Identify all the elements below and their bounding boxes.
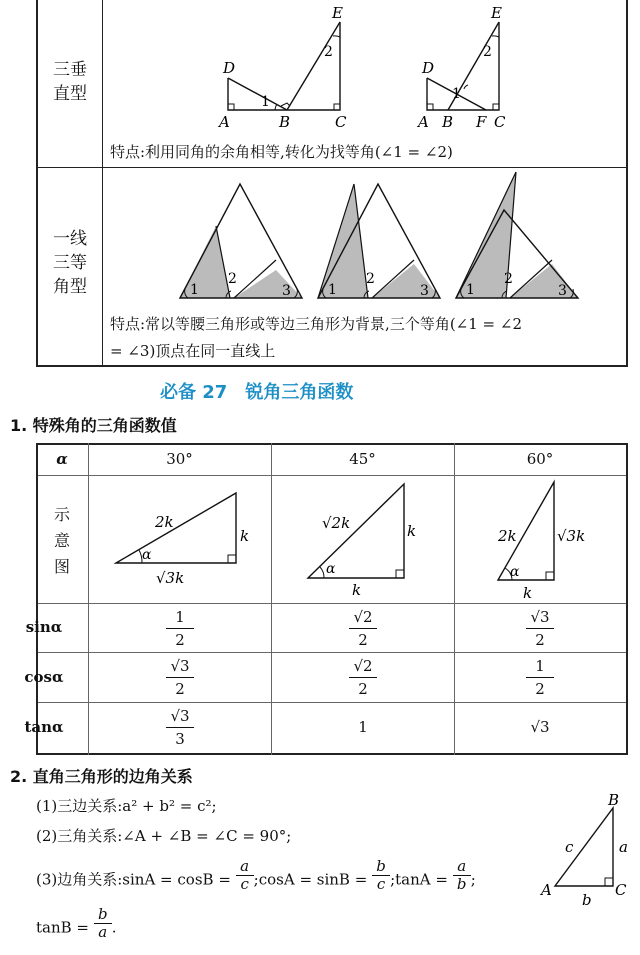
cos-30-value: √3 2: [160, 656, 200, 699]
diagram-row-label: 示 意 图: [53, 505, 70, 576]
tan-row-label: tanα: [24, 718, 64, 736]
row1-label-line1: 三垂: [53, 60, 87, 80]
right-triangle-abc: [535, 790, 635, 910]
sin-row-label: sinα: [25, 618, 63, 636]
cos-row-label: cosα: [24, 668, 64, 686]
svg-text:α: α: [326, 561, 336, 577]
vertex-C: C: [615, 881, 627, 899]
point-A-right: A: [418, 113, 429, 131]
point-A-left: A: [219, 113, 230, 131]
svg-text:2: 2: [228, 271, 237, 287]
relation-line-3: (3)边角关系:sinA = cosB = $\frac{a}{c}$ ;cosA = sinB = $\frac{b}{c}$ ;tanA = $\frac{a}{b}$ ;: [36, 857, 476, 893]
one-line-diagram-3: [456, 172, 578, 299]
row2-note-line2: = ∠3)顶点在同一直线上: [110, 342, 276, 360]
point-E-left: E: [332, 4, 343, 22]
row2-label-line3: 角型: [53, 277, 87, 297]
section-title: 必备 27 锐角三角函数: [160, 382, 354, 403]
row2-note-line1: 特点:常以等腰三角形或等边三角形为背景,三个等角(∠1 = ∠2: [110, 315, 523, 333]
svg-text:3: 3: [282, 283, 291, 299]
one-line-three-angles-diagrams: [170, 170, 567, 305]
tan-45-value: 1: [358, 718, 368, 736]
svg-text:k: k: [407, 522, 417, 540]
triangle-45-diagram: [300, 480, 430, 598]
svg-text:√3k: √3k: [557, 527, 586, 545]
sin-45-value: √2 2: [343, 607, 383, 650]
angle-1-left: 1: [261, 94, 270, 110]
vertex-B: B: [608, 791, 620, 809]
one-line-diagram-2: [318, 184, 440, 299]
relation-line-4: tanB = $\frac{b}{a}$ .: [36, 905, 117, 941]
side-a: a: [619, 838, 628, 856]
svg-text:1: 1: [328, 282, 337, 298]
angle-2-right: 2: [483, 44, 492, 60]
svg-text:2: 2: [366, 271, 375, 287]
side-c: c: [565, 838, 574, 856]
row1-note: 特点:利用同角的余角相等,转化为找等角(∠1 = ∠2): [110, 143, 453, 161]
point-E-right: E: [491, 4, 502, 22]
svg-text:k: k: [240, 527, 250, 545]
svg-text:2k: 2k: [498, 527, 517, 545]
svg-text:√3k: √3k: [156, 569, 185, 587]
row2-label-line1: 一线: [53, 229, 87, 249]
svg-text:k: k: [352, 581, 362, 599]
heading-special-angles: 1. 特殊角的三角函数值: [10, 416, 177, 435]
svg-text:√2k: √2k: [322, 514, 351, 532]
angle-30-header: 30°: [166, 450, 193, 468]
side-b: b: [582, 891, 592, 909]
tan-60-value: √3: [530, 718, 550, 736]
point-D-right: D: [422, 59, 435, 77]
svg-text:1: 1: [466, 282, 475, 298]
triangle-60-diagram: [490, 478, 600, 600]
svg-text:2k: 2k: [155, 513, 174, 531]
svg-text:α: α: [142, 547, 152, 563]
relation-line-1: (1)三边关系:a² + b² = c²;: [36, 797, 217, 815]
point-B-left: B: [279, 113, 291, 131]
alpha-header: α: [56, 450, 68, 468]
row1-label: [40, 58, 100, 106]
row2-label: [40, 227, 100, 299]
cos-60-value: 1 2: [520, 656, 560, 699]
angle-2-left: 2: [324, 44, 333, 60]
one-line-diagram-1: [180, 184, 302, 299]
triangle-30-diagram: [110, 485, 260, 590]
relation-line-2: (2)三角关系:∠A + ∠B = ∠C = 90°;: [36, 827, 292, 845]
angle-1-right: 1: [452, 86, 461, 102]
sin-30-value: 1 2: [160, 607, 200, 650]
row1-label-line2: 直型: [53, 84, 87, 104]
point-D-left: D: [223, 59, 236, 77]
angle-45-header: 45°: [349, 450, 376, 468]
tan-30-value: √3 3: [160, 706, 200, 749]
row2-label-line2: 三等: [53, 253, 87, 273]
heading-side-angle-relations: 2. 直角三角形的边角关系: [10, 767, 193, 786]
svg-text:α: α: [510, 564, 520, 580]
point-F-right: F: [476, 113, 487, 131]
svg-text:k: k: [523, 584, 533, 602]
svg-text:3: 3: [558, 283, 567, 299]
vertex-A: A: [541, 881, 552, 899]
point-C-right: C: [494, 113, 506, 131]
angle-60-header: 60°: [526, 450, 554, 468]
three-perpendicular-diagram-left: [215, 0, 355, 135]
svg-text:2: 2: [504, 271, 513, 287]
svg-text:1: 1: [190, 282, 199, 298]
three-perpendicular-diagram-right: [410, 0, 550, 135]
sin-60-value: √3 2: [520, 607, 560, 650]
point-C-left: C: [335, 113, 347, 131]
svg-text:3: 3: [420, 283, 429, 299]
point-B-right: B: [442, 113, 454, 131]
cos-45-value: √2 2: [343, 656, 383, 699]
